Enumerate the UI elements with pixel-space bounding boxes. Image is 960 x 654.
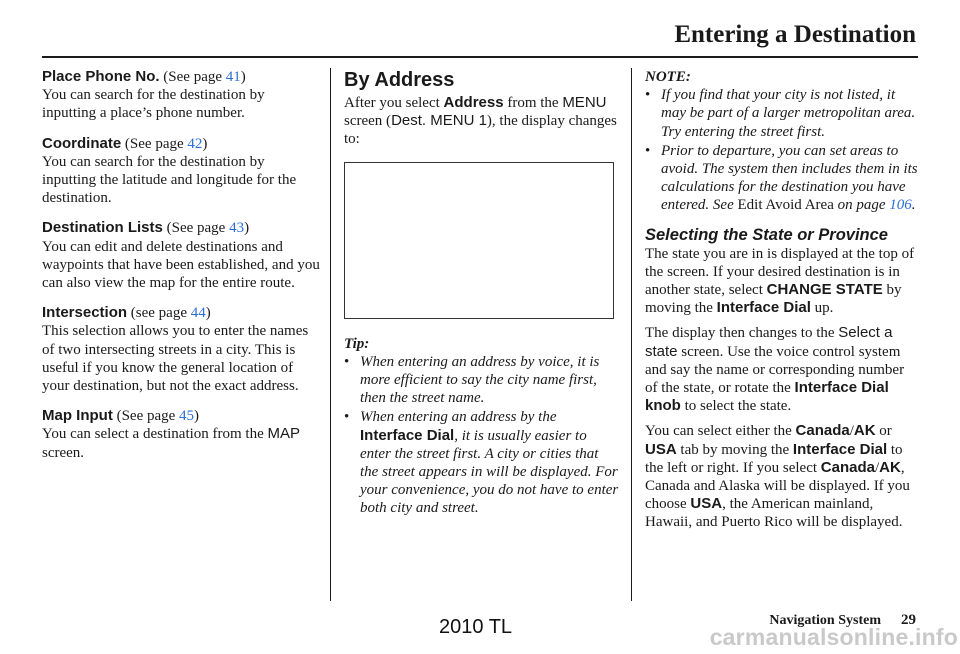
paragraph: You can select either the Canada/AK or USA tab by moving the Interface Dial to the left or right. If you select Canada/AK, Canada and Alaska will be displayed. If you choose USA, the American mainland, Hawaii, and Puerto Rico will be displayed. [645,422,910,531]
entry-destination-lists [42,219,322,292]
watermark: carmanualsonline.info [709,624,958,650]
entry-heading: Map Input [42,407,113,425]
entry-heading: Coordinate [42,134,122,152]
header-divider [42,56,918,58]
page-number: 29 [901,612,916,628]
entry-coordinate [42,135,322,208]
tip-list [344,353,619,518]
page-link[interactable]: 45 [179,408,195,425]
page-ref: (See page 41) [163,69,246,85]
entry-body: This selection allows you to enter the names of two intersecting streets in a city. This is useful if you know the general location of your destination, but not the exact address. [42,323,309,395]
paragraph: The display then changes to the Select a state screen. Use the voice control system and say the name or corresponding number of the state, or rotate the Interface Dial knob to select the state. [645,324,905,415]
column-divider-right [631,68,632,601]
entry-map-input [42,407,322,462]
entry-place-phone [42,68,322,123]
footer-section-label: Navigation System [769,613,881,628]
page-title: Entering a Destination [674,21,916,48]
tip-item: • When entering an address by voice, it is more efficient to say the city name first, then the street name. [344,353,619,408]
page-ref: (see page 44) [130,305,211,322]
left-column [42,68,322,474]
page-link[interactable]: 42 [187,135,203,152]
tip-title: Tip: [344,335,370,352]
page-ref: (See page 43) [166,220,250,237]
entry-body: You can search for the destination by inputting the latitude and longitude for the destination. [42,153,297,207]
entry-heading: Intersection [42,304,128,322]
screen-image-placeholder [344,162,614,319]
entry-heading: Place Phone No. [42,68,160,85]
middle-column [344,68,619,519]
entry-heading: Destination Lists [42,219,163,237]
tip-item: • When entering an address by the Interface Dial, it is usually easier to enter the street first. A city or cities that the street appears in will be displayed. For your convenience, you do not have to enter both city and street. [344,408,619,517]
intro-text: After you select Address from the MENU screen (Dest. MENU 1), the display changes to: [344,94,617,148]
page-ref: (See page 45) [116,408,200,425]
column-divider-left [330,68,331,601]
note-item: • If you find that your city is not listed, it may be part of a larger metropolitan area. Try entering the street first. [645,86,920,141]
note-item: • Prior to departure, you can set areas to avoid. The system then includes them in its calculations for the destination you have entered. See Edit Avoid Area on page 106. [645,142,920,215]
page-link[interactable]: 43 [229,220,245,237]
footer-model-label: 2010 TL [439,616,513,638]
right-column [645,68,920,532]
entry-body: You can select a destination from the MAP screen. [42,425,301,461]
note-title: NOTE: [645,69,691,85]
page-link[interactable]: 106 [889,197,912,214]
page-ref: (See page 42) [124,135,208,152]
section-heading: By Address [344,69,455,91]
paragraph: The state you are in is displayed at the top of the screen. If your desired destination is in another state, select CHANGE STATE by moving the Interface Dial up. [645,245,915,317]
note-list [645,86,920,214]
entry-body: You can search for the destination by inputting a place’s phone number. [42,87,265,122]
subsection-heading: Selecting the State or Province [645,225,888,244]
page-link[interactable]: 44 [190,305,206,322]
page-link[interactable]: 41 [225,69,241,85]
entry-body: You can edit and delete destinations and waypoints that have been established, and you can also view the map for the entire route. [42,238,320,292]
entry-intersection [42,304,322,395]
